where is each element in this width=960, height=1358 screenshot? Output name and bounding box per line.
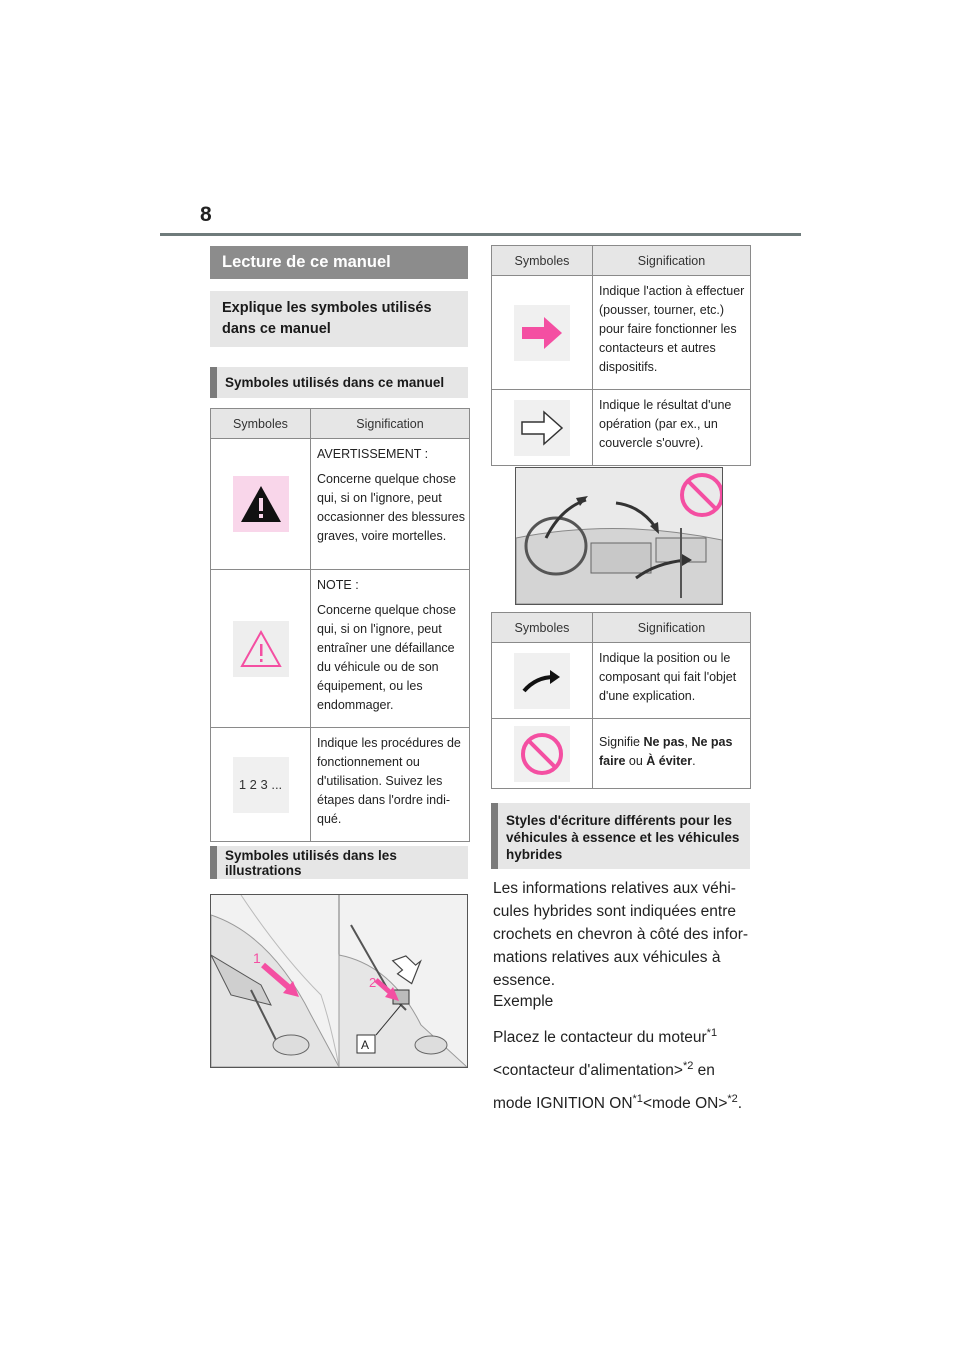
manual-symbols-table: [210, 408, 470, 842]
writing-styles-paragraph: Les informations relatives aux véhicules hybrides sont indiquées entre crochets en chevron à côté des informations relatives aux véhicules à essence.: [493, 880, 749, 989]
header-rule: [160, 233, 801, 236]
col-meaning-header: Signification: [593, 246, 751, 276]
a-eviter: À éviter: [646, 754, 693, 768]
col-symbols-header: Symboles: [211, 409, 311, 439]
outline-arrow-right-icon: [514, 400, 570, 456]
position-symbols-table: [491, 612, 751, 789]
position-text: Indique la position ou le composant qui fait l'objet d'une explication.: [599, 651, 737, 703]
ne-pas: Ne pas: [643, 735, 685, 749]
notice-text: Concerne quelque chose qui, si on l'ignore, peut entraîner une défaillance du véhicule ou de son équipement, ou les endommager.: [317, 603, 456, 712]
notice-triangle-outline-icon: [233, 621, 289, 677]
warning-text: Concerne quelque chose qui, si on l'ignore, peut occasionner des blessures graves, voire mortelles.: [317, 472, 465, 543]
writing-styles-heading: Styles d'écriture différents pour les véhicules à essence et les véhicules hybrides: [491, 803, 750, 869]
prohibited-text: Signifie Ne pas, Ne pas faire ou À éviter.: [599, 735, 733, 768]
filled-arrow-right-icon: [514, 305, 570, 361]
warning-title: AVERTISSEMENT :: [317, 447, 429, 461]
col-meaning-header: Signification: [311, 409, 470, 439]
warning-triangle-filled-icon: [233, 476, 289, 532]
col-symbols-header: Symboles: [492, 246, 593, 276]
steps-text: Indique les procédures de fonctionnement ou d'utilisation. Suivez les étapes dans l'ordre indiqué.: [317, 736, 461, 826]
belt-label-a: A: [361, 1038, 370, 1052]
steps-123-icon: [233, 757, 289, 813]
col-symbols-header: Symboles: [492, 613, 593, 643]
belt-label-1: 1: [253, 950, 261, 966]
result-text: Indique le résultat d'une opération (par ex., un couvercle s'ouvre).: [599, 398, 732, 450]
col-meaning-header: Signification: [593, 613, 751, 643]
action-symbols-table: [491, 245, 751, 466]
example-text: Placez le contacteur du moteur$^{*1}$ <contacteur d'alimentation>$^{*2}$ en mode IGNITION $ON^{*1}<mode$ ON>$^{*2}$.: [493, 1027, 743, 1113]
belt-label-2: 2: [369, 975, 377, 990]
prohibited-icon: [514, 726, 570, 782]
dashboard-illustration: [515, 467, 723, 605]
curved-arrow-icon: [514, 653, 570, 709]
seatbelt-illustration: [210, 894, 468, 1068]
illustration-symbols-heading: Symboles utilisés dans les illustrations: [210, 846, 468, 879]
notice-title: NOTE :: [317, 578, 359, 592]
page-number: 8: [200, 203, 212, 226]
section-subtitle: Explique les symboles utilisés dans ce manuel: [210, 291, 468, 347]
manual-symbols-heading: Symboles utilisés dans ce manuel: [210, 367, 468, 398]
steps-123-text: 1 2 3 ...: [238, 776, 283, 792]
action-text: Indique l'action à effectuer (pousser, tourner, etc.) pour faire fonctionner les contacteurs et autres dispositifs.: [599, 284, 745, 374]
ne-pas-faire: Ne pas faire: [599, 735, 733, 768]
example-label: Exemple: [493, 993, 554, 1010]
section-title: Lecture de ce manuel: [210, 246, 468, 279]
